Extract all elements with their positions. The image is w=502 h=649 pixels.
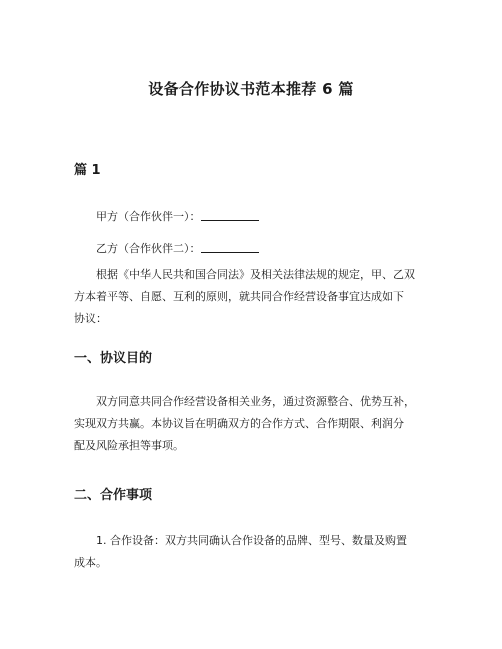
party-b-label: 乙方（合作伙伴二）：: [96, 242, 201, 255]
section-1-paragraph: [74, 391, 444, 457]
intro-paragraph: [74, 264, 444, 330]
section-1-heading: 一、协议目的: [74, 351, 153, 366]
document-title: 设备合作协议书范本推荐 6 篇: [148, 80, 354, 98]
section-1-line: 双方同意共同合作经营设备相关业务，通过资源整合、优势互补，: [96, 395, 415, 408]
party-a-label: 甲方（合作伙伴一）：: [96, 210, 201, 223]
section-2-item-1-line: 成本。: [74, 556, 107, 569]
party-a-blank: [201, 210, 259, 221]
intro-line: 根据《中华人民共和国合同法》及相关法律法规的规定，甲、乙双: [96, 268, 415, 281]
intro-line: 方本着平等、自愿、互利的原则，就共同合作经营设备事宜达成如下: [74, 290, 404, 303]
section-1-line: 实现双方共赢。本协议旨在明确双方的合作方式、合作期限、利润分: [74, 417, 404, 430]
intro-line: 协议：: [74, 312, 107, 325]
party-a-line: [96, 206, 259, 228]
part-heading: 篇 1: [74, 163, 101, 178]
section-2-heading: 二、合作事项: [74, 488, 153, 503]
party-b-line: [96, 238, 259, 260]
party-b-blank: [201, 242, 259, 253]
section-2-item-1: [74, 530, 444, 574]
section-1-line: 配及风险承担等事项。: [74, 439, 184, 452]
section-2-item-1-line: 1. 合作设备：双方共同确认合作设备的品牌、型号、数量及购置: [96, 534, 407, 547]
